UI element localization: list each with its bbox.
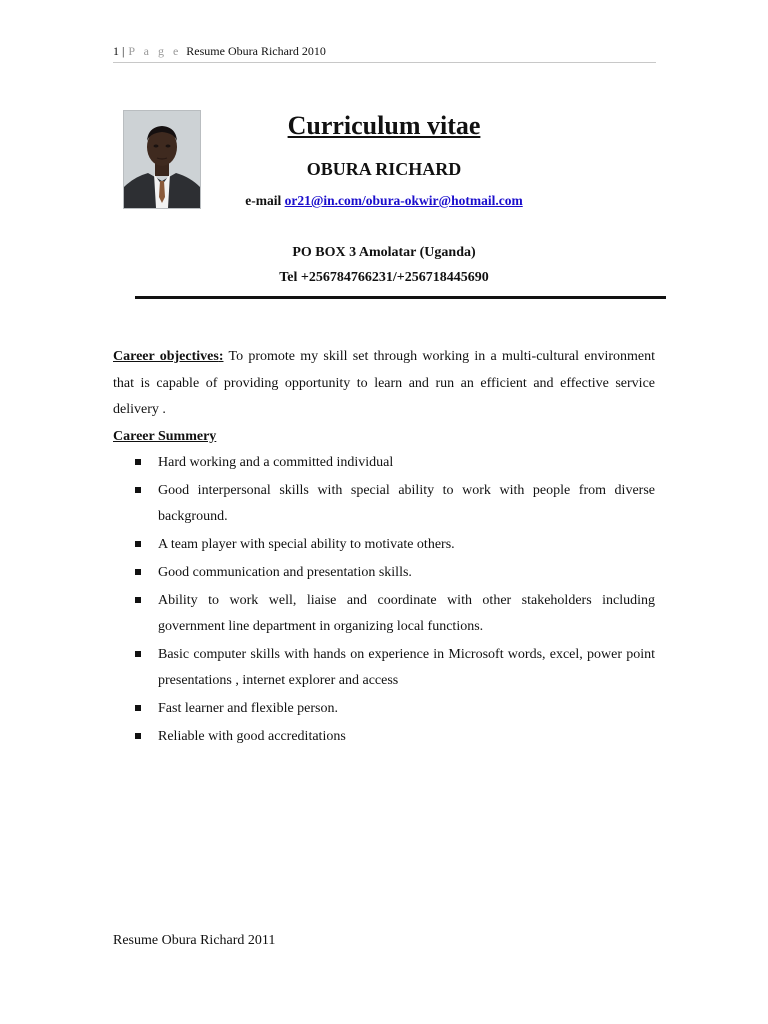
list-item — [113, 560, 655, 586]
bullet-icon — [135, 569, 141, 575]
list-item — [113, 588, 655, 640]
career-summary-heading: Career Summery — [113, 428, 217, 444]
running-title: Resume Obura Richard 2010 — [186, 44, 326, 58]
bullet-icon — [135, 459, 141, 465]
cv-body — [113, 344, 655, 752]
bullet-icon — [135, 651, 141, 657]
page-footer: Resume Obura Richard 2011 — [113, 933, 276, 948]
bullet-icon — [135, 705, 141, 711]
list-item — [113, 696, 655, 722]
email-label: e-mail — [245, 193, 282, 208]
bullet-icon — [135, 487, 141, 493]
career-objectives-colon: : — [218, 349, 224, 364]
running-header — [113, 44, 656, 63]
page-number: 1 — [113, 44, 119, 58]
cv-title: Curriculum vitae — [287, 111, 481, 140]
career-summary-list — [113, 450, 655, 750]
header-separator: | — [122, 44, 125, 58]
email-line — [200, 191, 568, 211]
candidate-name: OBURA RICHARD — [306, 159, 462, 179]
profile-photo — [123, 110, 201, 209]
list-item-text: Good communication and presentation skills. — [158, 564, 412, 580]
email-link[interactable]: or21@in.com/obura-okwir@hotmail.com — [284, 193, 523, 208]
bullet-icon — [135, 597, 141, 603]
list-item-text: Good interpersonal skills with special ability to work with people from diverse background. — [158, 482, 655, 524]
telephone: Tel +256784766231/+256718445690 — [279, 270, 489, 285]
list-item — [113, 478, 655, 530]
list-item — [113, 450, 655, 476]
list-item-text: Hard working and a committed individual — [158, 454, 394, 470]
career-objectives — [113, 344, 655, 424]
list-item — [113, 724, 655, 750]
list-item-text: Basic computer skills with hands on experience in Microsoft words, excel, power point presentations , internet explorer and access — [158, 646, 655, 688]
career-objectives-label-text: Career objectives — [113, 349, 219, 364]
header-divider — [135, 296, 666, 299]
list-item-text: Ability to work well, liaise and coordinate with other stakeholders including government line department in organizing local functions. — [158, 592, 655, 634]
career-objectives-label — [113, 349, 224, 364]
list-item — [113, 532, 655, 558]
postal-address: PO BOX 3 Amolatar (Uganda) — [292, 245, 476, 260]
list-item-text: Reliable with good accreditations — [158, 728, 346, 744]
page-word: P a g e — [128, 44, 182, 58]
bullet-icon — [135, 733, 141, 739]
list-item-text: Fast learner and flexible person. — [158, 700, 338, 716]
portrait-image — [124, 111, 200, 208]
bullet-icon — [135, 541, 141, 547]
career-objectives-text: To promote my skill set through working in a multi-cultural environment that is capable of providing opportunity to learn and run an efficient and effective service delivery . — [113, 349, 655, 417]
list-item-text: A team player with special ability to motivate others. — [158, 536, 455, 552]
list-item — [113, 642, 655, 694]
